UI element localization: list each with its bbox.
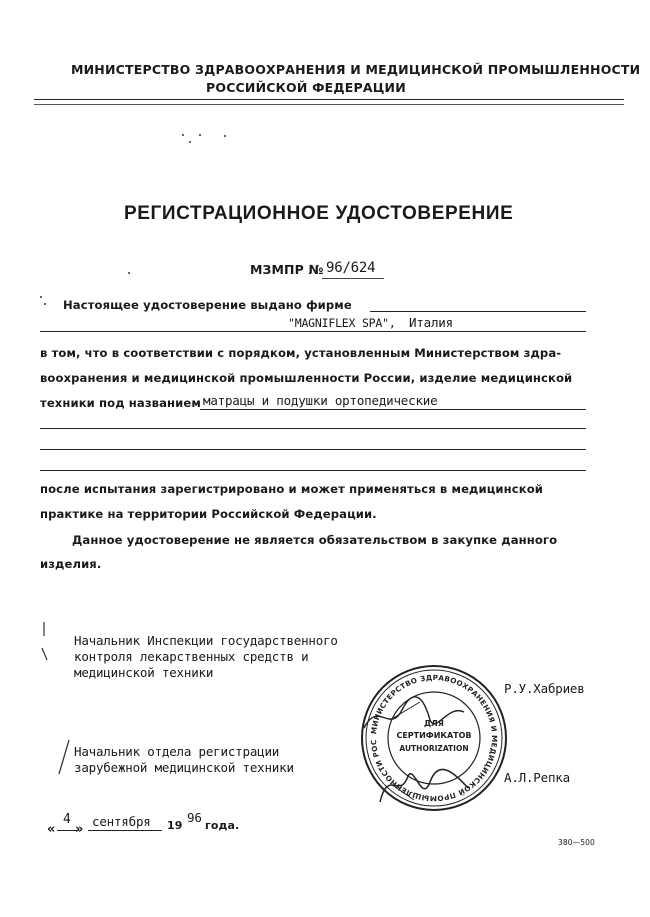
signatory-1-line-3: медицинской техники xyxy=(74,665,214,680)
signature-2 xyxy=(374,760,474,810)
scan-speck xyxy=(224,135,226,137)
registration-prefix: МЗМПР № xyxy=(250,262,324,277)
page-title: РЕГИСТРАЦИОННОЕ УДОСТОВЕРЕНИЕ xyxy=(124,203,514,224)
scan-speck xyxy=(128,272,130,274)
body-line-2: воохранения и медицинской промышленности России, изделие медицинской xyxy=(40,371,573,385)
signatory-2-line-2: зарубежной медицинской техники xyxy=(74,760,294,775)
date-close-quote: » xyxy=(75,822,84,837)
scan-speck xyxy=(182,134,184,136)
signatory-1-line-1: Начальник Инспекции государственного xyxy=(74,633,338,648)
header-rule-bottom xyxy=(34,104,624,105)
firm-line-2 xyxy=(40,331,586,332)
form-code: 380—500 xyxy=(558,838,595,847)
signatory-2-line-1: Начальник отдела регистрации xyxy=(74,744,280,759)
stamp-center-2: СЕРТИФИКАТОВ xyxy=(396,731,472,740)
stamp-ring-text: МИНИСТЕРСТВО ЗДРАВООХРАНЕНИЯ И МЕДИЦИНСКОЙ ПРОМЫШЛЕННОСТИ РОС xyxy=(368,672,500,804)
margin-marks xyxy=(38,620,50,670)
disclaimer-line-1: Данное удостоверение не является обязательством в закупке данного xyxy=(72,533,558,547)
registration-number: 96/624 xyxy=(326,260,376,276)
product-line-4 xyxy=(40,470,586,471)
ministry-header-line2: РОССИЙСКОЙ ФЕДЕРАЦИИ xyxy=(206,80,406,95)
signatory-1-line-2: контроля лекарственных средств и xyxy=(74,649,309,664)
date-year: 96 xyxy=(187,810,202,825)
firm-country: Италия xyxy=(409,315,453,330)
firm-line-1 xyxy=(370,311,586,312)
signatory-1-name: Р.У.Хабриев xyxy=(504,681,585,696)
scan-speck xyxy=(189,141,191,143)
date-suffix: года. xyxy=(205,819,240,832)
product-line-1 xyxy=(200,409,586,410)
registration-underline xyxy=(322,278,384,279)
product-line-3 xyxy=(40,449,586,450)
stamp-center-3: AUTHORIZATION xyxy=(399,744,469,753)
date-day-line xyxy=(57,830,79,831)
scan-speck xyxy=(44,303,46,305)
margin-slash xyxy=(55,738,75,778)
date-year-prefix: 19 xyxy=(167,819,183,832)
scan-speck xyxy=(40,296,42,298)
stamp-center-1: ДЛЯ xyxy=(424,719,444,728)
issued-to-label: Настоящее удостоверение выдано фирме xyxy=(63,298,352,312)
body-line-4: после испытания зарегистрировано и может применяться в медицинской xyxy=(40,482,543,496)
date-month-line xyxy=(88,830,162,831)
header-rule-top xyxy=(34,99,624,100)
product-line-2 xyxy=(40,428,586,429)
body-line-1: в том, что в соответствии с порядком, установленным Министерством здра- xyxy=(40,346,562,360)
body-line-3-label: техники под названием xyxy=(40,396,201,410)
ministry-header-line1: МИНИСТЕРСТВО ЗДРАВООХРАНЕНИЯ И МЕДИЦИНСКОЙ ПРОМЫШЛЕННОСТИ xyxy=(71,62,641,77)
body-line-5: практике на территории Российской Федерации. xyxy=(40,507,377,521)
signature-1 xyxy=(360,690,470,740)
date-day: 4 xyxy=(63,812,71,827)
disclaimer-line-2: изделия. xyxy=(40,557,102,571)
scan-speck xyxy=(199,134,201,136)
product-name: матрацы и подушки ортопедические xyxy=(203,393,438,408)
signatory-2-name: А.Л.Репка xyxy=(504,770,570,785)
firm-name: "MAGNIFLEX SPA", xyxy=(288,316,396,330)
date-open-quote: « xyxy=(47,822,56,837)
date-month: сентября xyxy=(92,814,151,829)
